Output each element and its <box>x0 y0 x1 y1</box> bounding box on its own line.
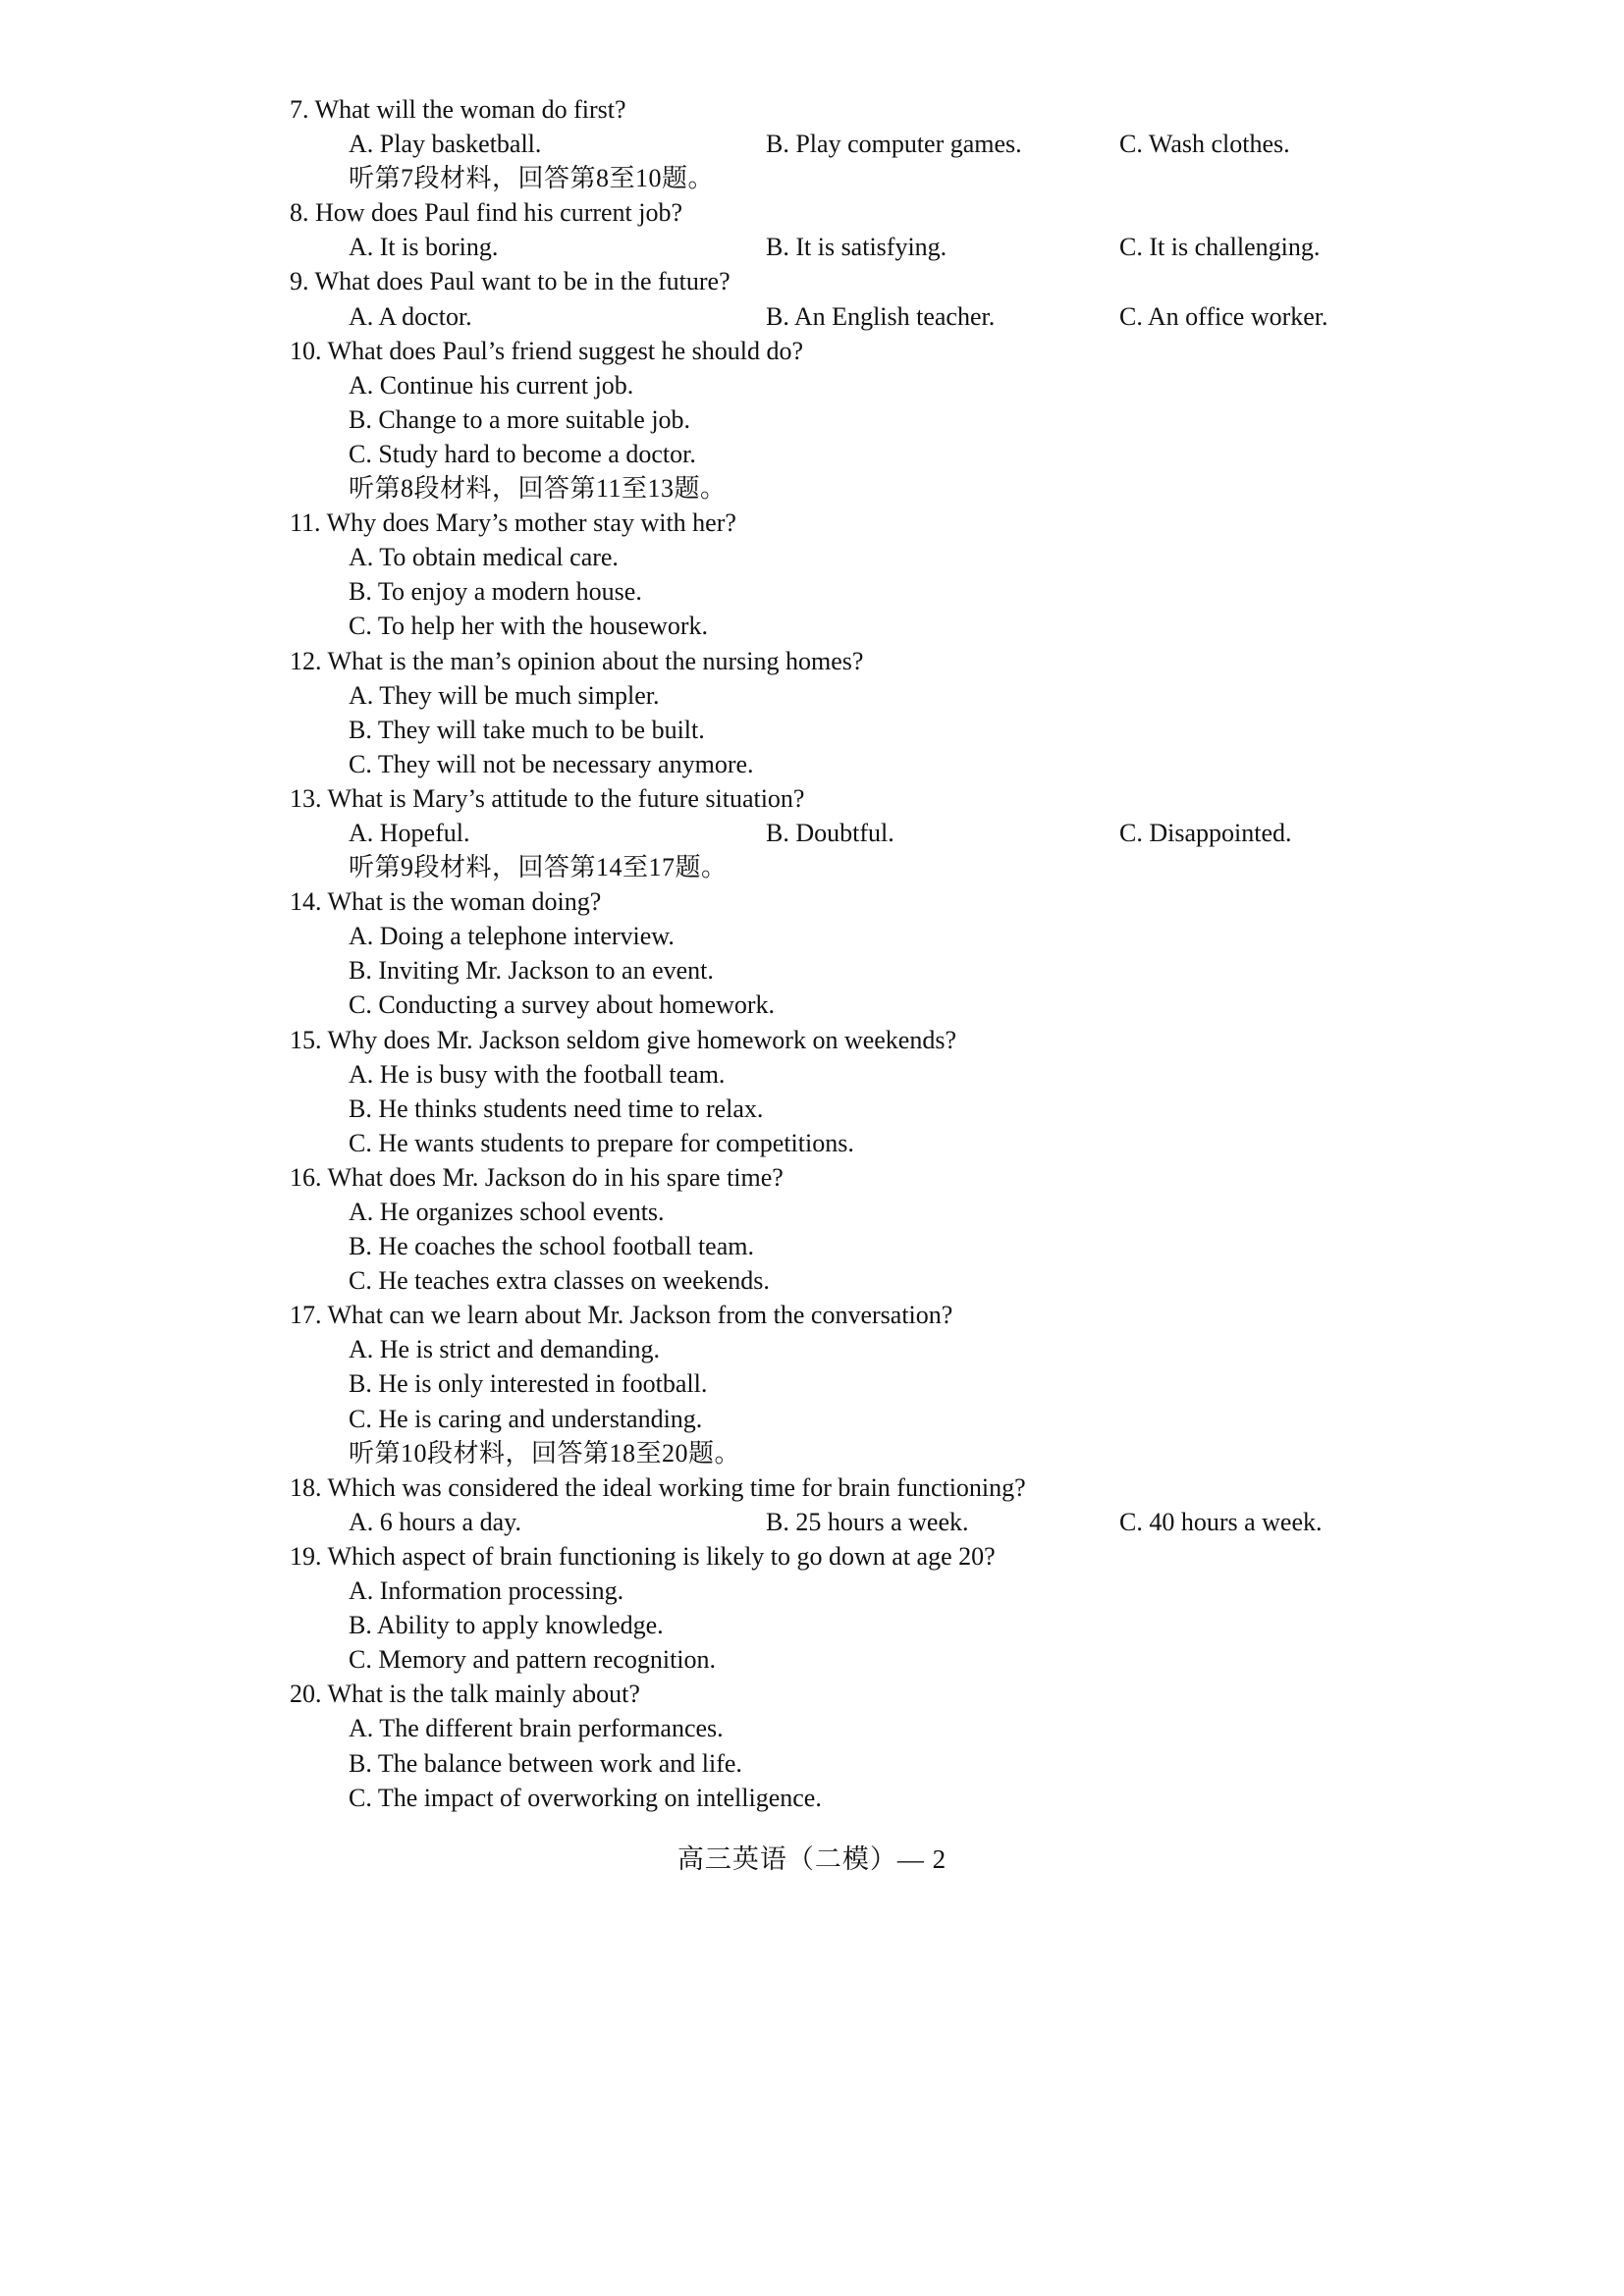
option-c: C. It is challenging. <box>1119 233 1321 262</box>
answer-option: B. He thinks students need time to relax. <box>349 1094 764 1123</box>
answer-option: A. To obtain medical care. <box>349 543 619 572</box>
answer-option: B. They will take much to be built. <box>349 715 705 744</box>
option-b: B. An English teacher. <box>766 301 996 331</box>
question-stem: 13. What is Mary’s attitude to the future situation? <box>290 783 805 813</box>
option-b: B. Play computer games. <box>766 130 1022 159</box>
answer-option: C. He teaches extra classes on weekends. <box>349 1266 770 1296</box>
answer-option: A. They will be much simpler. <box>349 680 660 710</box>
answer-option: A. He is busy with the football team. <box>349 1059 726 1089</box>
option-row <box>290 299 1389 334</box>
answer-option: C. Memory and pattern recognition. <box>349 1645 717 1675</box>
option-a: A. Hopeful. <box>349 818 470 847</box>
option-row <box>290 230 1389 264</box>
option-row <box>290 1505 1389 1539</box>
question-stem: 16. What does Mr. Jackson do in his spare time? <box>290 1162 784 1192</box>
question-stem: 11. Why does Mary’s mother stay with her? <box>290 508 736 538</box>
page-footer: 高三英语（二模）— 2 <box>677 1844 947 1874</box>
answer-option: C. To help her with the housework. <box>349 612 708 641</box>
answer-option: C. The impact of overworking on intelligence. <box>349 1783 822 1812</box>
section-instruction: 听第10段材料，回答第18至20题。 <box>349 1438 741 1468</box>
answer-option: C. Conducting a survey about homework. <box>349 990 775 1020</box>
answer-option: A. Information processing. <box>349 1576 624 1606</box>
answer-option: A. Doing a telephone interview. <box>349 922 675 951</box>
answer-option: B. Change to a more suitable job. <box>349 404 691 434</box>
option-b: B. Doubtful. <box>766 818 894 847</box>
question-stem: 9. What does Paul want to be in the future? <box>290 267 731 296</box>
question-stem: 17. What can we learn about Mr. Jackson from the conversation? <box>290 1301 953 1330</box>
option-row <box>290 816 1389 850</box>
question-stem: 15. Why does Mr. Jackson seldom give homework on weekends? <box>290 1025 957 1054</box>
question-stem: 8. How does Paul find his current job? <box>290 198 683 228</box>
question-stem: 18. Which was considered the ideal working time for brain functioning? <box>290 1472 1026 1502</box>
answer-option: A. He is strict and demanding. <box>349 1335 660 1364</box>
option-a: A. 6 hours a day. <box>349 1507 521 1536</box>
answer-option: C. Study hard to become a doctor. <box>349 439 696 468</box>
answer-option: B. Inviting Mr. Jackson to an event. <box>349 956 714 986</box>
section-instruction: 听第7段材料，回答第8至10题。 <box>349 164 715 193</box>
question-stem: 10. What does Paul’s friend suggest he should do? <box>290 336 804 365</box>
answer-option: B. Ability to apply knowledge. <box>349 1611 664 1640</box>
exam-page-body <box>290 92 1389 1815</box>
question-stem: 14. What is the woman doing? <box>290 887 602 917</box>
question-stem: 7. What will the woman do first? <box>290 95 626 124</box>
question-stem: 12. What is the man’s opinion about the nursing homes? <box>290 646 864 675</box>
option-b: B. 25 hours a week. <box>766 1507 969 1536</box>
question-stem: 19. Which aspect of brain functioning is likely to go down at age 20? <box>290 1541 996 1571</box>
option-a: A. A doctor. <box>349 301 472 331</box>
option-c: C. Wash clothes. <box>1119 130 1290 159</box>
section-instruction: 听第9段材料，回答第14至17题。 <box>349 853 728 882</box>
option-c: C. An office worker. <box>1119 301 1328 331</box>
option-a: A. It is boring. <box>349 233 499 262</box>
option-row <box>290 127 1389 161</box>
answer-option: B. He coaches the school football team. <box>349 1232 754 1261</box>
option-c: C. Disappointed. <box>1119 818 1292 847</box>
answer-option: B. The balance between work and life. <box>349 1748 742 1778</box>
answer-option: C. He wants students to prepare for competitions. <box>349 1128 854 1157</box>
answer-option: A. He organizes school events. <box>349 1198 665 1226</box>
answer-option: C. They will not be necessary anymore. <box>349 749 754 778</box>
option-c: C. 40 hours a week. <box>1119 1507 1323 1536</box>
answer-option: A. The different brain performances. <box>349 1714 724 1743</box>
question-stem: 20. What is the talk mainly about? <box>290 1680 640 1709</box>
answer-option: B. He is only interested in football. <box>349 1369 708 1399</box>
section-instruction: 听第8段材料，回答第11至13题。 <box>349 474 727 504</box>
option-b: B. It is satisfying. <box>766 233 947 262</box>
answer-option: C. He is caring and understanding. <box>349 1404 703 1433</box>
answer-option: B. To enjoy a modern house. <box>349 577 642 607</box>
option-a: A. Play basketball. <box>349 130 542 159</box>
answer-option: A. Continue his current job. <box>349 370 634 400</box>
